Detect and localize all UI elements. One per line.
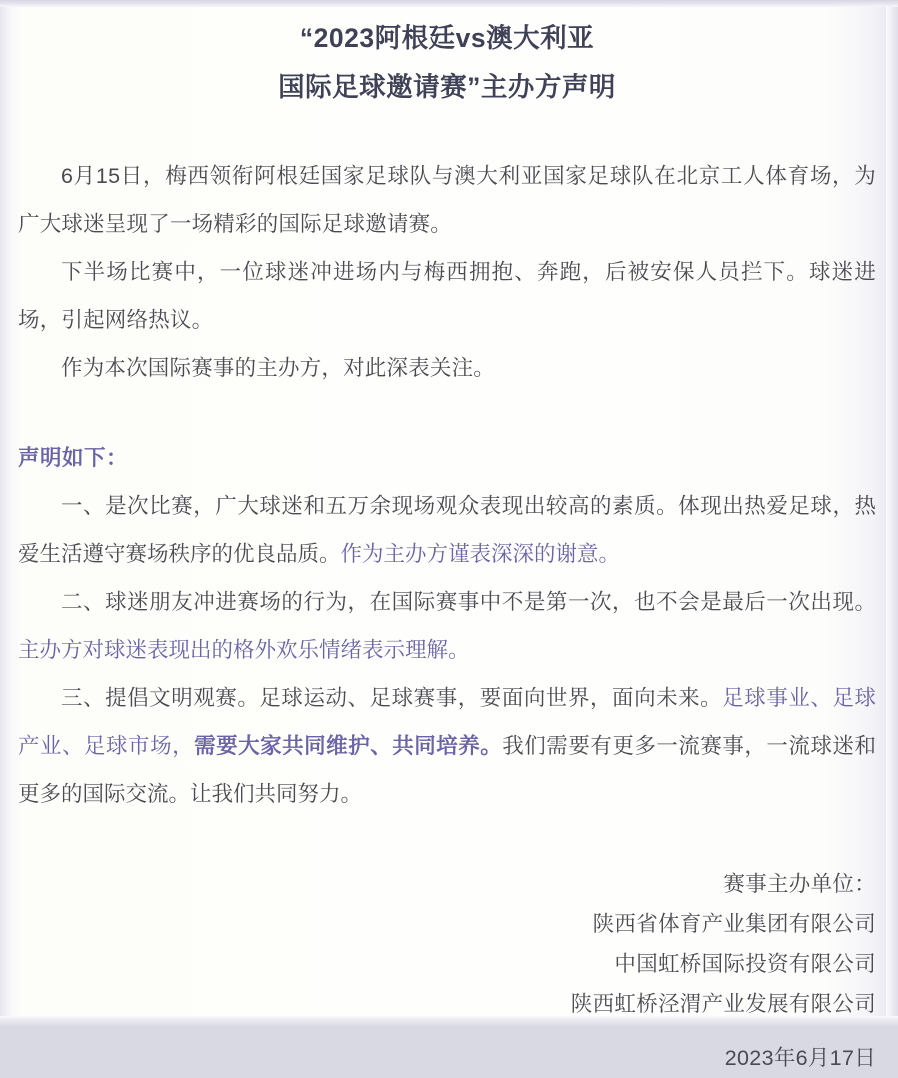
signature-date: 2023年6月17日	[724, 1046, 876, 1071]
intro-paragraph-3: 作为本次国际赛事的主办方，对此深表关注。	[61, 356, 496, 381]
intro-section	[18, 152, 876, 392]
clause-3-plain-text-3: 我们需要有更多一流赛事，一流球迷和更多的国际交流。让我们共同努力。	[18, 734, 876, 807]
clause-3-plain-text-1: 三、提倡文明观赛。足球运动、足球赛事，要面向世界，面向未来。	[61, 686, 723, 711]
clause-1-highlight-1: 作为主办方谨表深深的谢意。	[340, 542, 621, 567]
clause-3-highlight-2: 需要大家共同维护、共同培养。	[194, 734, 503, 759]
page-title-line-1: “2023阿根廷vs澳大利亚	[299, 23, 595, 53]
statement-clause-1	[18, 482, 876, 578]
clause-2-highlight-1: 主办方对球迷表现出的格外欢乐情绪表示理解。	[18, 638, 470, 663]
signature-label: 赛事主办单位：	[723, 872, 876, 897]
statement-clause-3	[18, 674, 876, 818]
clause-1-plain-text-1: 一、是次比赛，广大球迷和五万余现场观众表现出较高的素质。体现出热爱足球，热爱生活遵守赛场秩序的优良品质。	[18, 494, 876, 567]
signature-organization-2: 中国虹桥国际投资有限公司	[614, 952, 876, 977]
intro-paragraph-2: 下半场比赛中，一位球迷冲进场内与梅西拥抱、奔跑，后被安保人员拦下。球迷进场，引起网络热议。	[18, 260, 876, 333]
signature-organization-3: 陕西虹桥泾渭产业发展有限公司	[570, 992, 876, 1017]
statement-clause-2	[18, 578, 876, 674]
page-title-line-2: 国际足球邀请赛”主办方声明	[278, 72, 616, 103]
statement-heading: 声明如下：	[18, 446, 129, 471]
clause-2-plain-text-1: 二、球迷朋友冲进赛场的行为，在国际赛事中不是第一次，也不会是最后一次出现。	[61, 590, 876, 615]
signature-organization-1: 陕西省体育产业集团有限公司	[592, 912, 876, 937]
clause-3-highlight-1: 足球事业、足球产业、足球市场，	[18, 686, 876, 759]
signature-block	[18, 864, 876, 1078]
statement-clause-list	[18, 482, 876, 818]
intro-paragraph-1: 6月15日，梅西领衔阿根廷国家足球队与澳大利亚国家足球队在北京工人体育场，为广大球迷呈现了一场精彩的国际足球邀请赛。	[18, 164, 876, 237]
page-title	[18, 14, 876, 112]
